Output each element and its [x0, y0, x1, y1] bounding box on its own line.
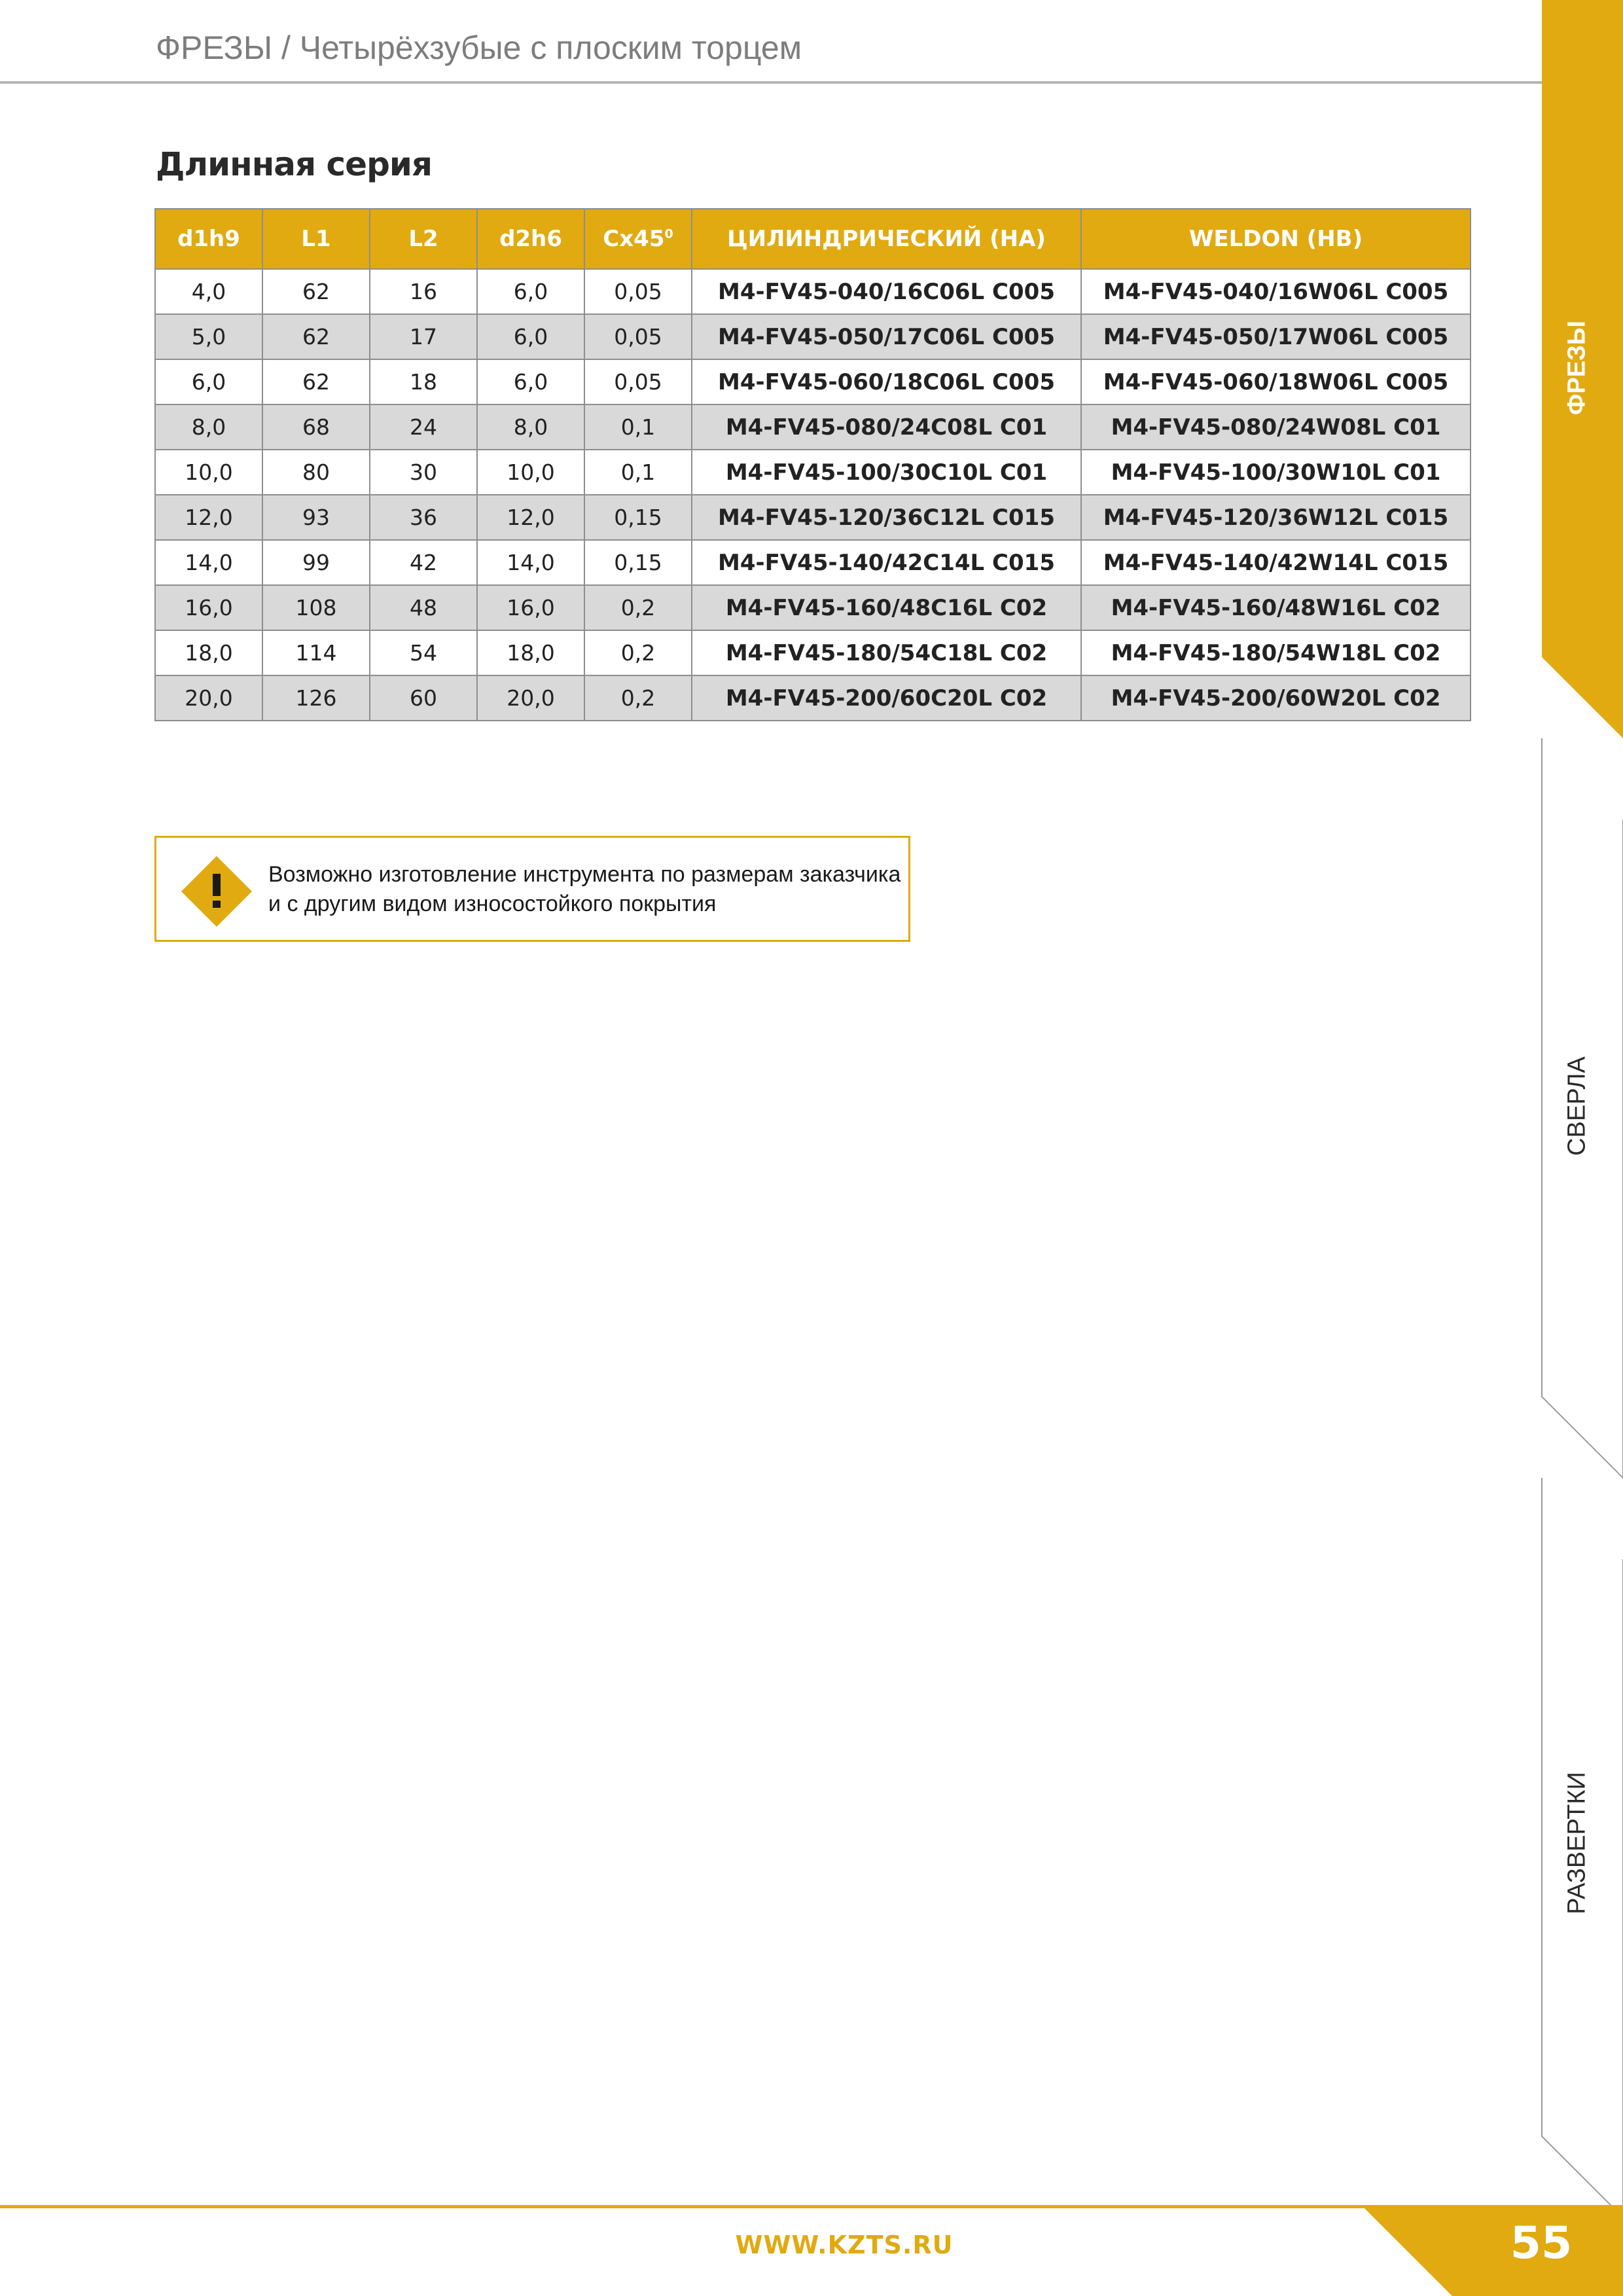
table-row [155, 585, 1471, 630]
page-header-title: ФРЕЗЫ / Четырёхзубые с плоским торцем [156, 29, 802, 66]
cell-chamfer: 0,05 [584, 269, 692, 314]
cell-d2h6: 16,0 [477, 585, 584, 630]
cell-code-cylindrical: M4-FV45-180/54C18L C02 [692, 630, 1081, 675]
footer-divider [0, 2205, 1400, 2208]
cell-l1: 99 [262, 540, 370, 585]
cell-code-weldon: M4-FV45-180/54W18L C02 [1081, 630, 1471, 675]
cell-l2: 42 [370, 540, 477, 585]
col-header-cylindrical: ЦИЛИНДРИЧЕСКИЙ (HA) [692, 209, 1081, 269]
col-header-d2h6: d2h6 [477, 209, 584, 269]
table-row [155, 359, 1471, 404]
col-header-l1: L1 [262, 209, 370, 269]
cell-chamfer: 0,1 [584, 450, 692, 495]
col-header-d1h9: d1h9 [155, 209, 262, 269]
cell-code-cylindrical: M4-FV45-160/48C16L C02 [692, 585, 1081, 630]
cell-l2: 16 [370, 269, 477, 314]
cell-l2: 36 [370, 495, 477, 540]
cell-d2h6: 12,0 [477, 495, 584, 540]
cell-code-weldon: M4-FV45-080/24W08L C01 [1081, 404, 1471, 450]
cell-d2h6: 8,0 [477, 404, 584, 450]
table-row [155, 404, 1471, 450]
table-row [155, 675, 1471, 721]
cell-chamfer: 0,15 [584, 540, 692, 585]
table-row [155, 630, 1471, 675]
tab-sverla[interactable]: СВЕРЛА [1563, 1056, 1591, 1156]
cell-chamfer: 0,2 [584, 630, 692, 675]
cell-chamfer: 0,05 [584, 314, 692, 359]
table-row [155, 450, 1471, 495]
cell-chamfer: 0,05 [584, 359, 692, 404]
table-body [155, 269, 1471, 721]
cell-l1: 114 [262, 630, 370, 675]
cell-code-cylindrical: M4-FV45-080/24C08L C01 [692, 404, 1081, 450]
note-box [154, 836, 910, 942]
cell-code-weldon: M4-FV45-060/18W06L C005 [1081, 359, 1471, 404]
cell-code-weldon: M4-FV45-040/16W06L C005 [1081, 269, 1471, 314]
table-row [155, 540, 1471, 585]
table-row [155, 495, 1471, 540]
cell-chamfer: 0,2 [584, 675, 692, 721]
cell-code-weldon: M4-FV45-050/17W06L C005 [1081, 314, 1471, 359]
cell-l1: 62 [262, 359, 370, 404]
cell-code-cylindrical: M4-FV45-120/36C12L C015 [692, 495, 1081, 540]
col-header-weldon: WELDON (HB) [1081, 209, 1471, 269]
cell-l2: 48 [370, 585, 477, 630]
cell-code-weldon: M4-FV45-120/36W12L C015 [1081, 495, 1471, 540]
cell-d2h6: 6,0 [477, 314, 584, 359]
table-row [155, 269, 1471, 314]
cell-d1h9: 4,0 [155, 269, 262, 314]
cell-d2h6: 6,0 [477, 269, 584, 314]
cell-code-cylindrical: M4-FV45-200/60C20L C02 [692, 675, 1081, 721]
cell-l2: 30 [370, 450, 477, 495]
cell-d2h6: 6,0 [477, 359, 584, 404]
footer-website-link[interactable]: WWW.KZTS.RU [735, 2231, 954, 2259]
cell-l1: 62 [262, 314, 370, 359]
note-line-2: и с другим видом износостойкого покрытия [268, 891, 717, 916]
col-header-l2: L2 [370, 209, 477, 269]
cell-d1h9: 14,0 [155, 540, 262, 585]
cell-d2h6: 18,0 [477, 630, 584, 675]
cell-l2: 60 [370, 675, 477, 721]
cell-d2h6: 20,0 [477, 675, 584, 721]
cell-l2: 54 [370, 630, 477, 675]
cell-chamfer: 0,15 [584, 495, 692, 540]
cell-l1: 108 [262, 585, 370, 630]
cell-chamfer: 0,2 [584, 585, 692, 630]
cell-code-weldon: M4-FV45-140/42W14L C015 [1081, 540, 1471, 585]
tab-razvertki[interactable]: РАЗВЕРТКИ [1563, 1772, 1591, 1914]
cell-d1h9: 18,0 [155, 630, 262, 675]
chamfer-label: Cx45 [603, 226, 665, 252]
cell-l2: 24 [370, 404, 477, 450]
cell-code-weldon: M4-FV45-160/48W16L C02 [1081, 585, 1471, 630]
cell-l1: 62 [262, 269, 370, 314]
cell-code-cylindrical: M4-FV45-100/30C10L C01 [692, 450, 1081, 495]
cell-d1h9: 12,0 [155, 495, 262, 540]
cell-l1: 68 [262, 404, 370, 450]
warning-icon [181, 856, 252, 927]
cell-d1h9: 10,0 [155, 450, 262, 495]
col-header-chamfer [584, 209, 692, 269]
cell-d2h6: 14,0 [477, 540, 584, 585]
cell-d1h9: 6,0 [155, 359, 262, 404]
cell-l1: 80 [262, 450, 370, 495]
degree-mark: 0 [664, 226, 673, 242]
note-line-1: Возможно изготовление инструмента по размерам заказчика [268, 862, 901, 887]
cell-code-cylindrical: M4-FV45-060/18C06L C005 [692, 359, 1081, 404]
cell-code-cylindrical: M4-FV45-140/42C14L C015 [692, 540, 1081, 585]
table-header-row [155, 209, 1471, 269]
cell-l2: 18 [370, 359, 477, 404]
cell-code-cylindrical: M4-FV45-040/16C06L C005 [692, 269, 1081, 314]
spec-table [154, 208, 1471, 721]
cell-l1: 126 [262, 675, 370, 721]
cell-d1h9: 8,0 [155, 404, 262, 450]
cell-l1: 93 [262, 495, 370, 540]
cell-code-cylindrical: M4-FV45-050/17C06L C005 [692, 314, 1081, 359]
cell-code-weldon: M4-FV45-100/30W10L C01 [1081, 450, 1471, 495]
cell-l2: 17 [370, 314, 477, 359]
cell-chamfer: 0,1 [584, 404, 692, 450]
cell-d1h9: 20,0 [155, 675, 262, 721]
table-row [155, 314, 1471, 359]
cell-d1h9: 16,0 [155, 585, 262, 630]
tab-frezy[interactable]: ФРЕЗЫ [1563, 320, 1591, 416]
cell-d1h9: 5,0 [155, 314, 262, 359]
cell-code-weldon: M4-FV45-200/60W20L C02 [1081, 675, 1471, 721]
section-title: Длинная серия [156, 145, 433, 183]
cell-d2h6: 10,0 [477, 450, 584, 495]
page-number: 55 [1510, 2217, 1573, 2269]
header-divider [0, 81, 1542, 84]
note-text [268, 860, 901, 919]
